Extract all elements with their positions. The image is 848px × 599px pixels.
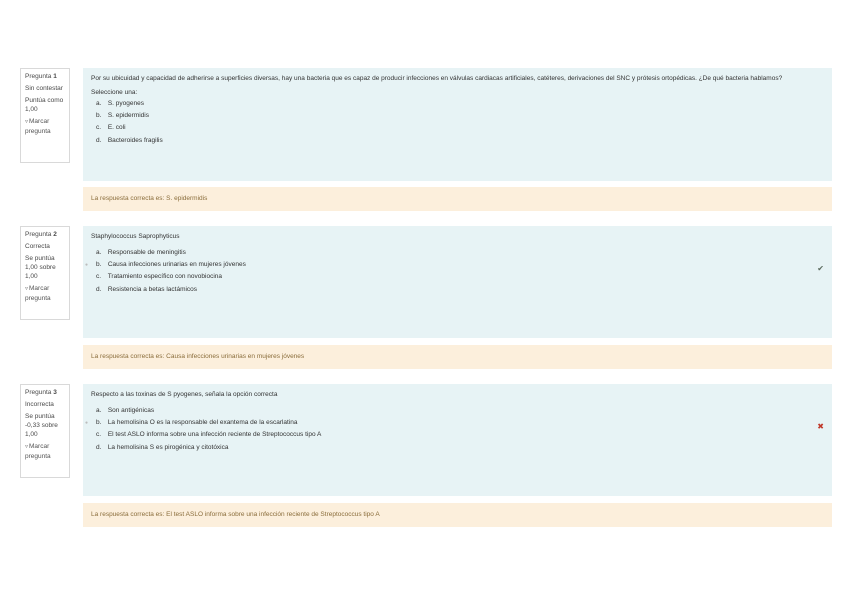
question-number-label: Pregunta [25,231,52,238]
flag-question-link[interactable] [25,117,65,136]
answer-letter: b. [96,419,102,427]
question-number [25,388,65,397]
answer-prompt: Seleccione una: [91,89,138,96]
flag-icon: ▿ [25,119,29,125]
flag-question-label: Marcar pregunta [25,118,51,135]
question-info-1 [20,68,70,163]
answer-text: Bacteroides fragilis [107,136,163,144]
answer-option-b[interactable] [85,259,824,271]
answer-letter: c. [96,124,102,132]
answer-letter: c. [96,273,102,281]
radio-icon: ● [85,420,89,427]
answer-letter: a. [96,249,102,256]
question-info-2 [20,226,70,320]
answer-letter: b. [96,112,102,120]
answer-option-b[interactable] [85,417,824,429]
flag-question-label: Marcar pregunta [25,285,51,302]
answer-text: Son antigénicas [107,407,155,414]
flag-question-link[interactable] [25,442,65,461]
question-number-label: Pregunta [25,389,52,396]
correct-answer-feedback-1: La respuesta correcta es: S. epidermidis [83,187,832,211]
question-number [25,72,65,81]
answer-letter: b. [96,261,102,269]
answer-option-d[interactable] [91,135,824,147]
question-number-value: 3 [53,389,57,396]
answer-text: El test ASLO informa sobre una infección reciente de Streptococcus tipo A [107,431,322,439]
answer-text: S. epidermidis [107,112,149,120]
answer-text: La hemolisina O es la responsable del exantema de la escarlatina [107,419,298,427]
answer-letter: c. [96,431,102,439]
answer-letter: a. [96,407,102,414]
answer-option-a[interactable] [91,98,824,110]
answer-text: Resistencia a betas lactámicos [107,285,198,293]
flag-icon: ▿ [25,444,29,450]
answer-letter: d. [96,285,102,293]
question-content-3 [83,384,832,496]
question-status: Correcta [25,243,50,250]
question-number-value: 2 [53,231,57,238]
question-content-2 [83,226,832,338]
answer-text: Tratamiento específico con novobiocina [107,273,222,281]
question-info-3 [20,384,70,478]
answer-option-d[interactable] [91,442,824,454]
answer-text: Responsable de meningitis [107,249,186,256]
answer-text: E. coli [107,124,126,132]
radio-icon: ● [85,262,89,269]
question-number-label: Pregunta [25,73,52,80]
question-text: Por su ubicuidad y capacidad de adherirse a superficies diversas, hay una bacteria que es capaz de producir infecciones en válvulas cardiacas artificiales, catéteres, derivaciones del SNC y prótesis ortopédicas. ¿De qué bacteria hablamos? [91,75,783,82]
question-number [25,230,65,239]
answer-list [91,98,824,147]
question-number-value: 1 [53,73,57,80]
correct-answer-feedback-3: La respuesta correcta es: El test ASLO informa sobre una infección reciente de Streptococcus tipo A [83,503,832,527]
question-status: Sin contestar [25,85,63,92]
answer-option-a[interactable] [91,405,824,417]
answer-list [85,247,824,296]
checkmark-icon: ✔ [817,264,824,273]
answer-letter: a. [96,100,102,107]
answer-option-b[interactable] [91,110,824,122]
flag-question-label: Marcar pregunta [25,443,51,460]
flag-question-link[interactable] [25,284,65,303]
answer-letter: d. [96,443,102,451]
answer-text: S. pyogenes [107,100,144,107]
answer-option-a[interactable] [91,247,824,259]
answer-text: La hemolisina S es pirogénica y citotóxica [107,443,229,451]
answer-list [85,405,824,454]
question-status: Incorrecta [25,401,54,408]
correct-answer-feedback-2: La respuesta correcta es: Causa infecciones urinarias en mujeres jóvenes [83,345,832,369]
question-grade: Se puntúa 1,00 sobre 1,00 [25,255,56,280]
question-content-1 [83,68,832,181]
cross-icon: ✖ [817,422,824,431]
answer-option-d[interactable] [91,284,824,296]
answer-option-c[interactable] [91,429,824,441]
question-text: Respecto a las toxinas de S pyogenes, señala la opción correcta [91,391,278,398]
flag-icon: ▿ [25,286,29,292]
answer-option-c[interactable] [91,271,824,283]
answer-letter: d. [96,136,102,144]
answer-option-c[interactable] [91,122,824,134]
question-text: Staphylococcus Saprophyticus [91,233,180,240]
answer-text: Causa infecciones urinarias en mujeres jóvenes [107,261,246,269]
question-grade: Puntúa como 1,00 [25,97,64,113]
question-grade: Se puntúa -0,33 sobre 1,00 [25,413,58,438]
